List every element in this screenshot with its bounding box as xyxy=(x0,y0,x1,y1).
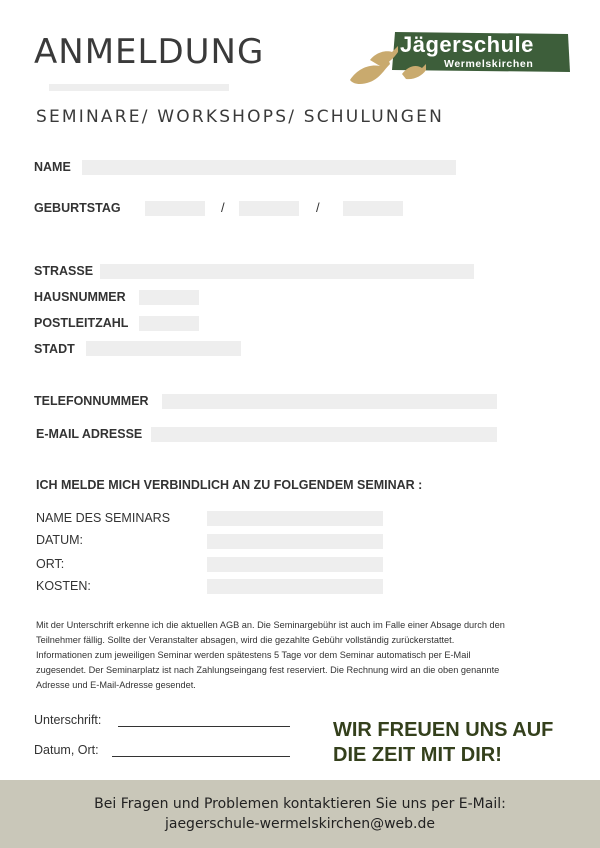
signature-label: Unterschrift: xyxy=(34,713,102,727)
seminar-place-label: ORT: xyxy=(36,557,65,571)
date-place-label: Datum, Ort: xyxy=(34,743,99,757)
phone-label: TELEFONNUMMER xyxy=(34,394,149,408)
closing-message-line: WIR FREUEN UNS AUF xyxy=(333,719,554,741)
terms-line: Mit der Unterschrift erkenne ich die aktuellen AGB an. Die Seminargebühr ist auch im Falle einer Absage durch den xyxy=(36,620,505,630)
terms-line: zugesendet. Der Seminarplatz ist nach Zahlungseingang fest reserviert. Die Rechnung wird an die oben genannte xyxy=(36,665,500,675)
name-label: NAME xyxy=(34,160,71,174)
seminar-date-field[interactable] xyxy=(207,534,383,549)
footer-email: jaegerschule-wermelskirchen@web.de xyxy=(164,816,436,832)
birthday-year-field[interactable] xyxy=(343,201,403,216)
birthday-separator: / xyxy=(316,200,320,215)
logo-text-secondary: Wermelskirchen xyxy=(444,58,534,70)
house-number-label: HAUSNUMMER xyxy=(34,290,126,304)
seminar-heading: ICH MELDE MICH VERBINDLICH AN ZU FOLGENDEM SEMINAR : xyxy=(36,478,423,492)
page-title: ANMELDUNG xyxy=(34,32,265,72)
page-subtitle: SEMINARE/ WORKSHOPS/ SCHULUNGEN xyxy=(36,107,445,127)
zip-field[interactable] xyxy=(139,316,199,331)
terms-line: Adresse und E-Mail-Adresse gesendet. xyxy=(36,680,196,690)
seminar-place-field[interactable] xyxy=(207,557,383,572)
footer xyxy=(0,780,600,848)
city-label: STADT xyxy=(34,342,75,356)
date-place-line[interactable] xyxy=(112,755,290,757)
closing-message xyxy=(333,718,553,768)
street-field[interactable] xyxy=(100,264,474,279)
name-field[interactable] xyxy=(82,160,456,175)
seminar-name-field[interactable] xyxy=(207,511,383,526)
birthday-separator: / xyxy=(221,200,225,215)
logo xyxy=(340,30,572,88)
title-underline xyxy=(49,84,229,91)
footer-contact-text: Bei Fragen und Problemen kontaktieren Sie uns per E-Mail: xyxy=(94,796,506,812)
seminar-cost-label: KOSTEN: xyxy=(36,579,91,593)
zip-label: POSTLEITZAHL xyxy=(34,316,129,330)
closing-message-line: DIE ZEIT MIT DIR! xyxy=(333,744,502,766)
birthday-month-field[interactable] xyxy=(239,201,299,216)
phone-field[interactable] xyxy=(162,394,497,409)
signature-line[interactable] xyxy=(118,725,290,727)
email-label: E-MAIL ADRESSE xyxy=(36,427,143,441)
terms-text xyxy=(36,618,556,693)
city-field[interactable] xyxy=(86,341,241,356)
seminar-date-label: DATUM: xyxy=(36,533,83,547)
seminar-cost-field[interactable] xyxy=(207,579,383,594)
seminar-name-label: NAME DES SEMINARS xyxy=(36,511,171,525)
birthday-label: GEBURTSTAG xyxy=(34,201,121,215)
street-label: STRASSE xyxy=(34,264,94,278)
terms-line: Informationen zum jeweiligen Seminar werden spätestens 5 Tage vor dem Seminar automatisch per E-Mail xyxy=(36,650,471,660)
house-number-field[interactable] xyxy=(139,290,199,305)
birthday-day-field[interactable] xyxy=(145,201,205,216)
email-field[interactable] xyxy=(151,427,497,442)
logo-text-primary: Jägerschule xyxy=(400,32,534,57)
terms-line: Teilnehmer fällig. Sollte der Veranstalter absagen, wird die gezahlte Gebühr vollständig zurückerstattet. xyxy=(36,635,455,645)
